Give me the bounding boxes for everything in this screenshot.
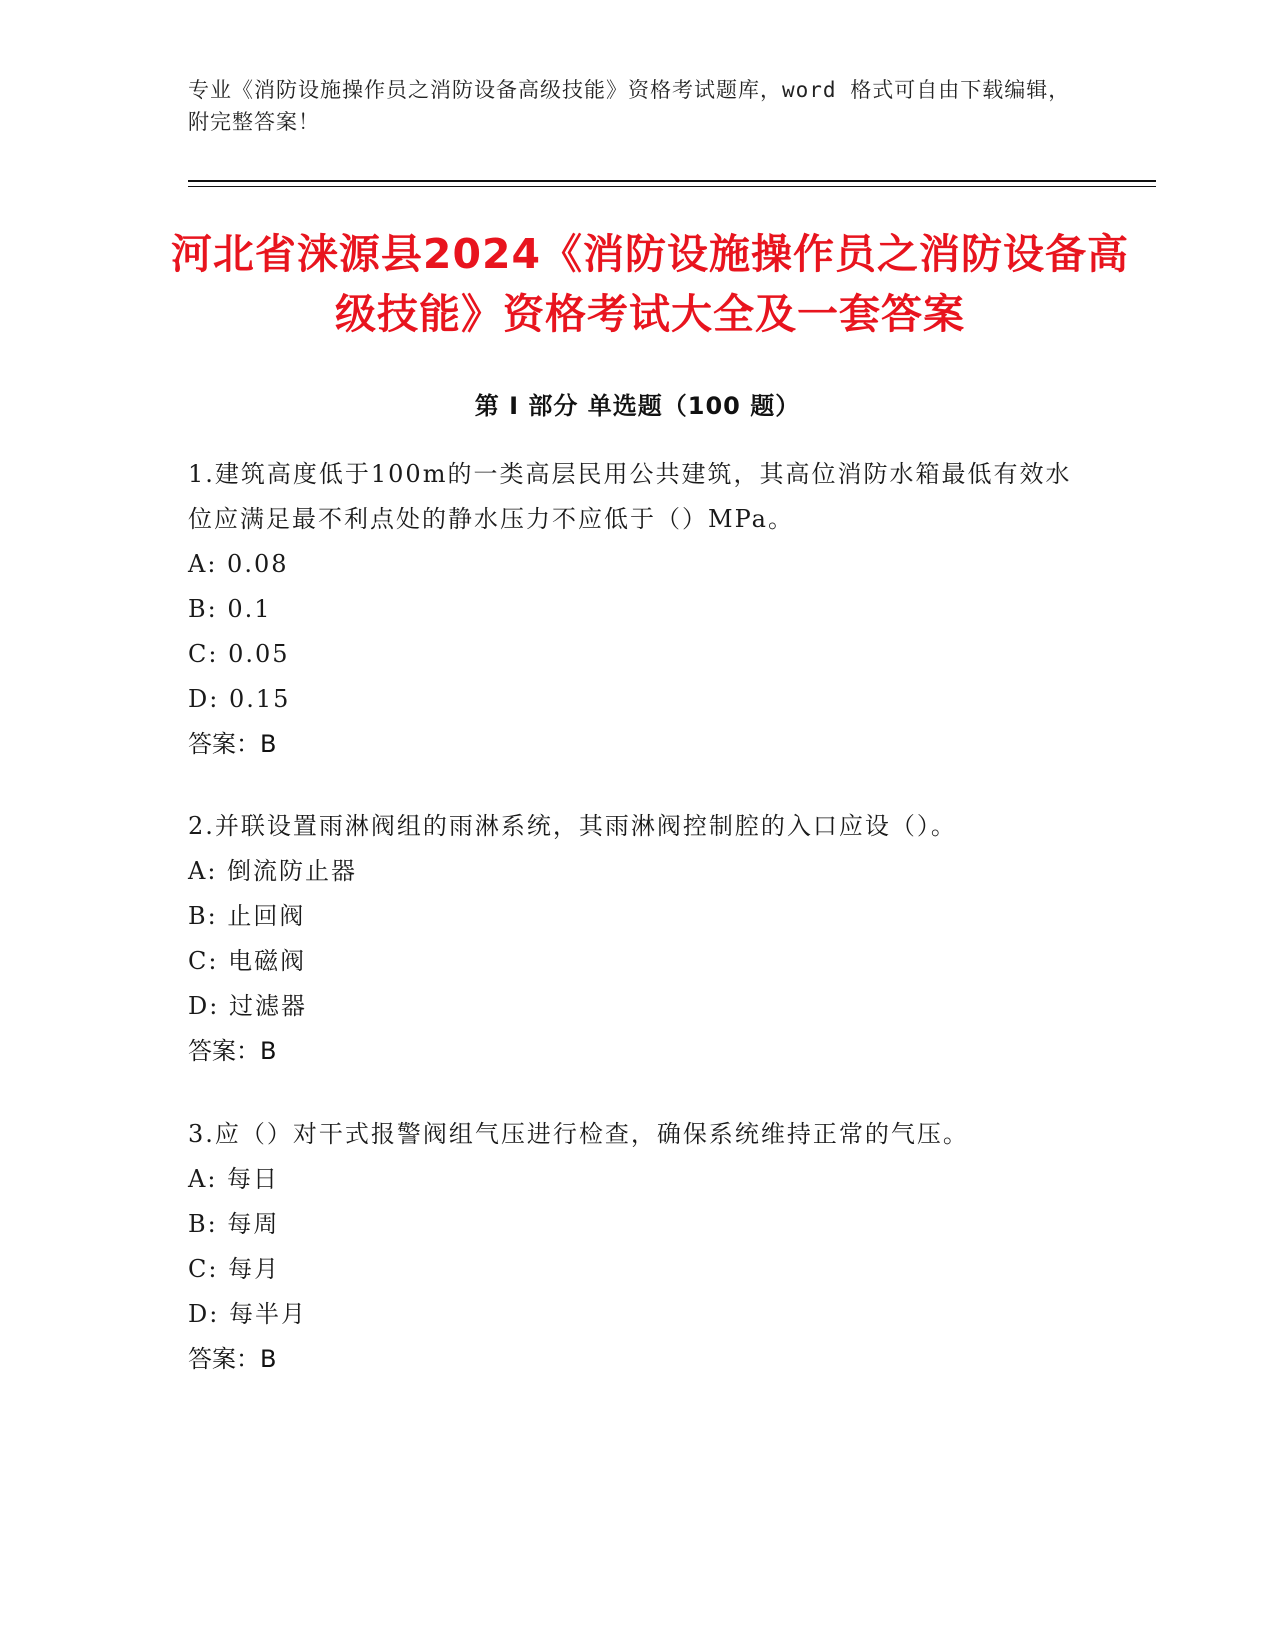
header-divider-thick [188,180,1156,182]
option-c: C: 每月 [188,1255,281,1283]
option-d: D: 过滤器 [188,992,307,1020]
option-b: B: 止回阀 [188,902,306,930]
option-c: C: 电磁阀 [188,947,307,975]
option-a: A: 倒流防止器 [188,857,358,885]
header-note: 专业《消防设施操作员之消防设备高级技能》资格考试题库，word 格式可自由下载编辑，附完整答案！ [188,78,1071,134]
answer-line: 答案：B [188,1037,277,1065]
option-d: D: 0.15 [188,685,291,713]
question-3 [188,1112,1088,1382]
header-divider-thin [188,186,1156,187]
question-stem: 2.并联设置雨淋阀组的雨淋系统，其雨淋阀控制腔的入口应设（）。 [188,812,957,840]
option-b: B: 每周 [188,1210,280,1238]
question-1 [188,452,1088,767]
option-b: B: 0.1 [188,595,272,623]
question-stem: 1.建筑高度低于100m的一类高层民用公共建筑，其高位消防水箱最低有效水位应满足最不利点处的静水压力不应低于（）MPa。 [188,460,1072,533]
answer-line: 答案：B [188,730,277,758]
option-a: A: 0.08 [188,550,289,578]
document-title: 河北省涞源县2024《消防设施操作员之消防设备高级技能》资格考试大全及一套答案 [170,230,1130,338]
question-2 [188,804,1088,1074]
option-c: C: 0.05 [188,640,290,668]
answer-line: 答案：B [188,1345,277,1373]
option-d: D: 每半月 [188,1300,307,1328]
section-title: 第 I 部分 单选题（100 题） [474,392,801,420]
option-a: A: 每日 [188,1165,280,1193]
question-stem: 3.应（）对干式报警阀组气压进行检查，确保系统维持正常的气压。 [188,1120,969,1148]
